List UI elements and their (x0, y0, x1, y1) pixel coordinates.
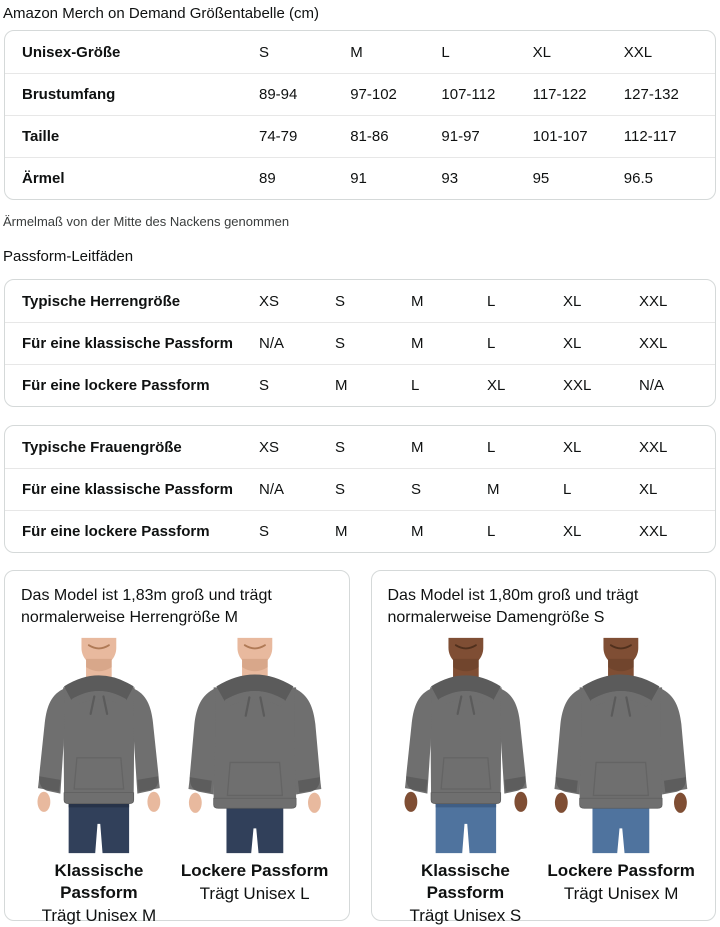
table-cell: XS (259, 292, 280, 310)
table-cell: L (487, 523, 496, 540)
table-cell: M (411, 523, 424, 540)
row-label: Typische Frauengröße (22, 438, 182, 456)
fit-label: Lockere Passform (547, 861, 695, 880)
table-cell: M (411, 438, 424, 456)
table-row-typical-mens (5, 280, 715, 322)
row-label: Taille (22, 128, 60, 145)
table-cell: L (411, 377, 420, 394)
classic-fit-figure (21, 633, 177, 927)
table-cell: M (335, 377, 348, 394)
female-model-loose-fit-photo (543, 633, 699, 858)
table-cell: XL (563, 523, 582, 540)
table-cell: XL (639, 481, 658, 498)
table-cell: 107-112 (441, 86, 496, 103)
table-cell: M (411, 292, 424, 310)
figure-caption (177, 860, 333, 905)
table-cell: S (411, 481, 422, 498)
table-cell: XS (259, 438, 280, 456)
model-photos (21, 633, 333, 927)
fit-label: Lockere Passform (180, 861, 329, 880)
table-cell: S (259, 377, 270, 394)
table-cell: XXL (639, 438, 668, 456)
table-cell: S (335, 335, 346, 352)
row-label: Unisex-Größe (22, 43, 121, 61)
table-cell: XXL (639, 335, 668, 352)
table-cell: 117-122 (532, 86, 587, 103)
table-cell: 91 (350, 170, 367, 187)
table-cell: 112-117 (623, 128, 677, 145)
table-row-loose-fit (5, 510, 715, 552)
table-cell: XXL (639, 523, 668, 540)
table-cell: XL (563, 438, 582, 456)
table-cell: 91-97 (441, 128, 480, 145)
table-cell: N/A (259, 335, 285, 352)
table-cell: 127-132 (623, 86, 679, 103)
table-header-row (5, 31, 715, 73)
table-row-waist (5, 115, 715, 157)
model-photos (388, 633, 700, 927)
size-col-header: M (350, 43, 363, 61)
table-cell: XL (487, 377, 506, 394)
table-row-typical-womens (5, 426, 715, 468)
row-label: Für eine klassische Passform (22, 481, 233, 498)
male-model-loose-fit-photo (177, 633, 333, 858)
size-col-header: S (259, 43, 270, 61)
sleeve-measure-note: Ärmelmaß von der Mitte des Nackens genommen (3, 214, 290, 229)
table-cell: L (487, 292, 496, 310)
row-label: Für eine klassische Passform (22, 335, 233, 352)
table-cell: XL (563, 335, 582, 352)
fit-label: Klassische Passform (54, 861, 144, 902)
row-label: Für eine lockere Passform (22, 523, 210, 540)
fit-label: Klassische Passform (420, 861, 510, 902)
row-label: Typische Herrengröße (22, 292, 181, 310)
size-worn-label: Trägt Unisex L (199, 884, 310, 903)
size-col-header: XXL (623, 43, 653, 61)
table-row-classic-fit (5, 468, 715, 510)
table-cell: 89-94 (259, 86, 298, 103)
size-worn-label: Trägt Unisex M (41, 906, 157, 925)
womens-fit-table (4, 425, 716, 553)
table-cell: 74-79 (259, 128, 298, 145)
row-label: Für eine lockere Passform (22, 377, 210, 394)
table-cell: L (563, 481, 572, 498)
table-cell: L (487, 335, 496, 352)
table-cell: M (411, 335, 424, 352)
table-cell: 93 (441, 170, 459, 187)
table-row-chest (5, 73, 715, 115)
loose-fit-figure (543, 633, 699, 927)
table-cell: 96.5 (623, 170, 653, 187)
female-model-card (371, 570, 717, 925)
table-cell: S (335, 292, 346, 310)
table-cell: 81-86 (350, 128, 389, 145)
model-description: Das Model ist 1,83m groß und trägt normalerweise Herrengröße M (21, 587, 272, 626)
row-label: Ärmel (22, 170, 65, 187)
female-model-classic-fit-photo (388, 633, 544, 858)
male-model-classic-fit-photo (21, 633, 177, 858)
page-title: Amazon Merch on Demand Größentabelle (cm) (3, 5, 319, 22)
fit-guides-heading: Passform-Leitfäden (3, 248, 134, 265)
table-cell: N/A (639, 377, 665, 394)
table-cell: M (487, 481, 500, 498)
table-cell: XXL (563, 377, 592, 394)
loose-fit-figure (177, 633, 333, 927)
unisex-size-table (4, 30, 716, 200)
classic-fit-figure (388, 633, 544, 927)
table-cell: N/A (259, 481, 285, 498)
size-chart-page (0, 4, 720, 925)
table-cell: 101-107 (532, 128, 588, 145)
male-model-card (4, 570, 350, 925)
table-cell: S (335, 481, 346, 498)
table-cell: XL (563, 292, 582, 310)
table-cell: 89 (259, 170, 276, 187)
model-cards (4, 570, 716, 925)
table-cell: M (335, 523, 348, 540)
table-cell: 95 (532, 170, 550, 187)
size-worn-label: Trägt Unisex S (409, 906, 522, 925)
table-cell: L (487, 438, 496, 456)
table-row-sleeve (5, 157, 715, 199)
size-col-header: L (441, 43, 450, 61)
figure-caption (543, 860, 699, 905)
size-col-header: XL (532, 43, 551, 61)
size-worn-label: Trägt Unisex M (563, 884, 679, 903)
figure-caption (21, 860, 177, 927)
table-cell: 97-102 (350, 86, 397, 103)
model-description: Das Model ist 1,80m groß und trägt normalerweise Damengröße S (387, 587, 639, 626)
figure-caption (388, 860, 544, 927)
table-row-classic-fit (5, 322, 715, 364)
table-cell: S (259, 523, 270, 540)
table-row-loose-fit (5, 364, 715, 406)
mens-fit-table (4, 279, 716, 407)
table-cell: S (335, 438, 346, 456)
table-cell: XXL (639, 292, 668, 310)
row-label: Brustumfang (22, 86, 116, 103)
